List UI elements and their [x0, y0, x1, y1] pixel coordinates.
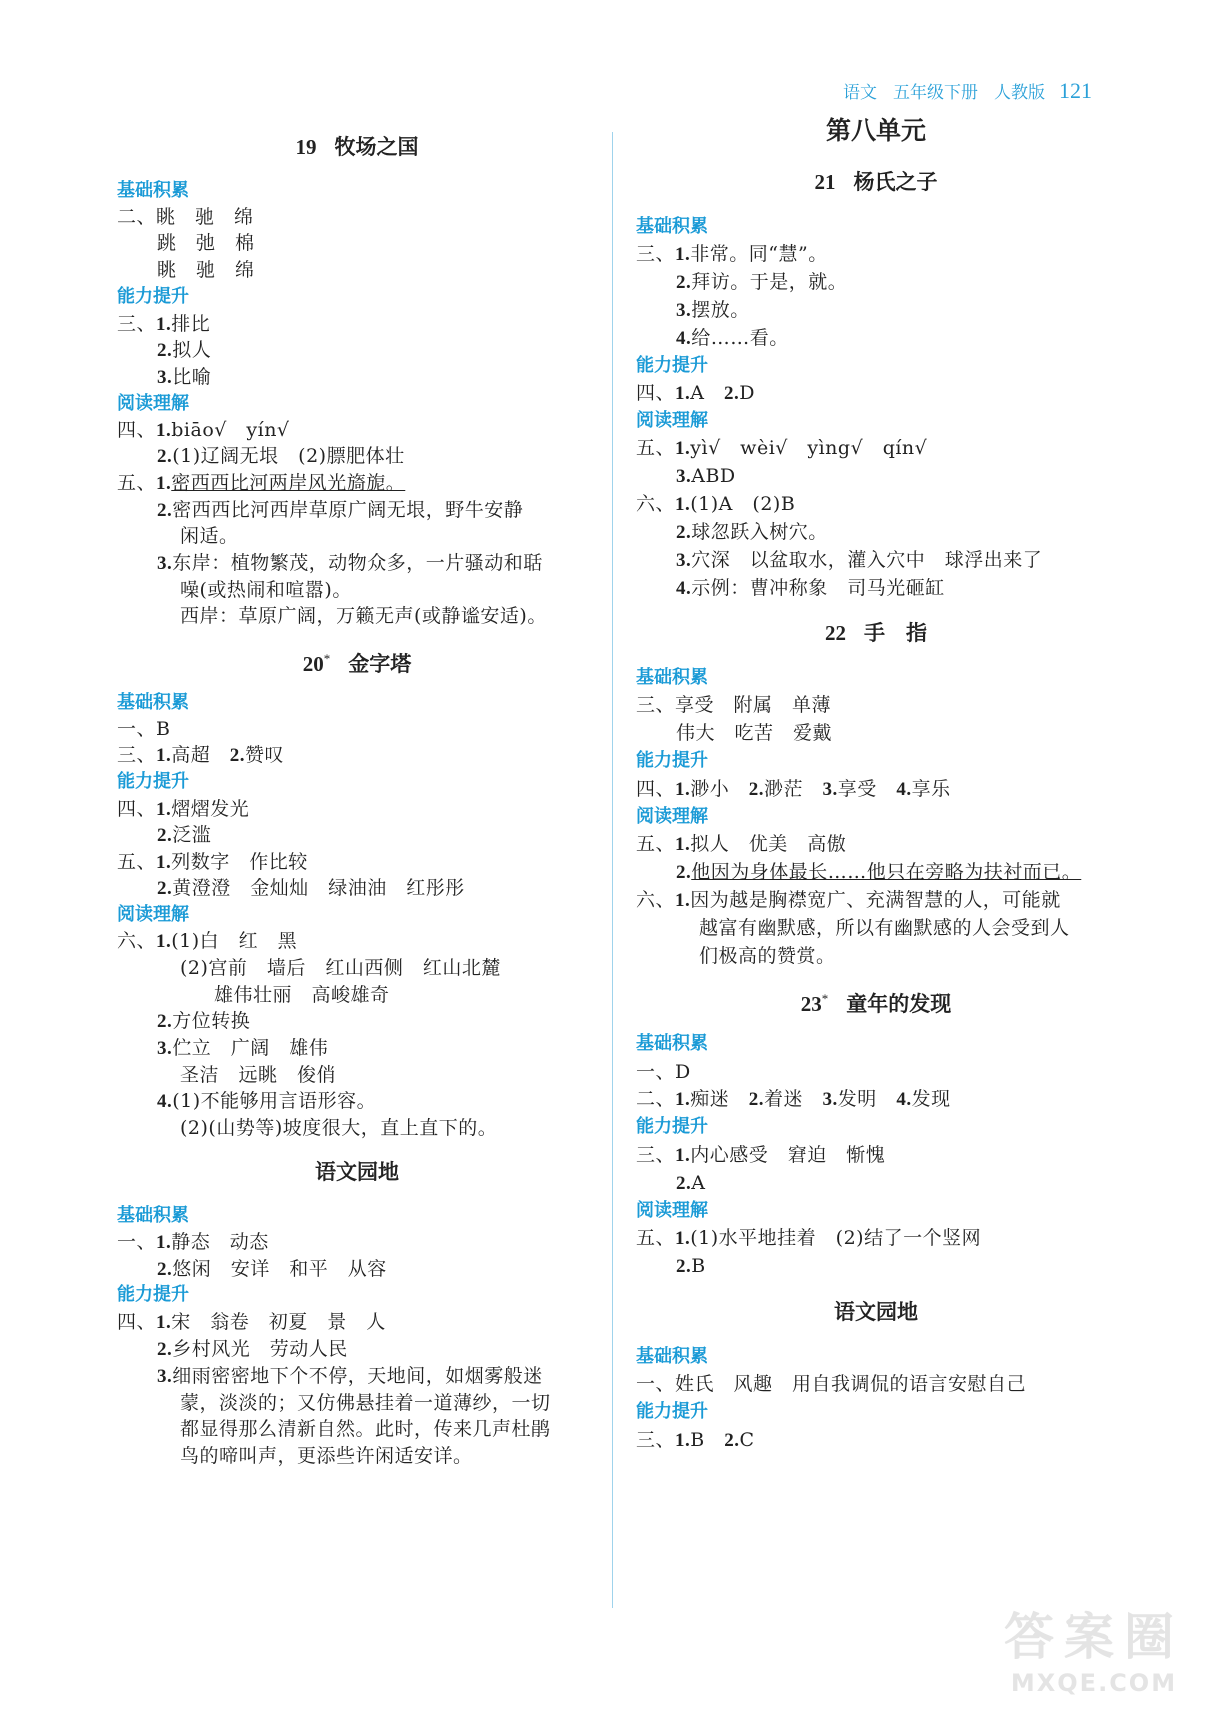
answer-line: 三、1.高超 2.赞叹 [117, 744, 285, 766]
answer-line: 伟大 吃苦 爱戴 [676, 722, 833, 744]
answer-line: 一、D [636, 1061, 691, 1083]
answer-line: (2)宫前 墙后 红山西侧 红山北麓 [180, 957, 501, 979]
answer-line: 2.方位转换 [157, 1010, 251, 1032]
answer-line: 3.摆放。 [676, 299, 750, 321]
answer-line: 2.密西西比河西岸草原广阔无垠，野牛安静 [157, 499, 524, 521]
header-edition: 人教版 [994, 83, 1045, 103]
section-heading: 基础积累 [636, 1346, 708, 1367]
answer-line: 2.他因为身体最长……他只在旁略为扶衬而已。 [676, 861, 1082, 883]
answer-line: 西岸：草原广阔，万籁无声(或静谧安适)。 [180, 605, 547, 627]
answer-line: 四、1.A 2.D [636, 382, 755, 404]
answer-line: 2.乡村风光 劳动人民 [157, 1338, 348, 1360]
answer-line: 3.穴深 以盆取水，灌入穴中 球浮出来了 [676, 549, 1043, 571]
section-heading: 基础积累 [636, 1033, 708, 1054]
answer-line: 五、1.yì√ wèi√ yìng√ qín√ [636, 437, 928, 459]
lesson-20-title: 20* 金字塔 [302, 651, 412, 676]
watermark [1004, 1597, 1184, 1697]
answer-line: 三、1.非常。同“慧”。 [636, 243, 828, 265]
answer-line: 2.拟人 [157, 339, 212, 361]
answer-line: 2.(1)辽阔无垠 (2)膘肥体壮 [157, 445, 405, 467]
section-heading: 能力提升 [636, 355, 708, 376]
answer-line: 一、B [117, 718, 171, 740]
answer-line: 五、1.(1)水平地挂着 (2)结了一个竖网 [636, 1227, 982, 1249]
section-heading: 阅读理解 [117, 904, 189, 925]
answer-line: 2.B [676, 1255, 706, 1277]
section-heading: 能力提升 [117, 771, 189, 792]
unit-title: 第八单元 [825, 116, 926, 145]
section-heading: 基础积累 [117, 1205, 189, 1226]
garden-title-right: 语文园地 [834, 1300, 918, 1324]
answer-line: 二、眺 驰 绵 [117, 206, 254, 228]
answer-line: 三、1.内心感受 窘迫 惭愧 [636, 1144, 886, 1166]
answer-line: 2.黄澄澄 金灿灿 绿油油 红彤彤 [157, 877, 465, 899]
header-subject: 语文 [843, 83, 877, 103]
answer-line: 3.ABD [676, 465, 736, 487]
answer-line: 四、1.biāo√ yín√ [117, 419, 290, 441]
answer-line: 六、1.(1)A (2)B [636, 493, 796, 515]
answer-line: 鸟的啼叫声，更添些许闲适安详。 [180, 1445, 473, 1467]
lesson-19-title: 19 牧场之国 [295, 135, 419, 159]
section-heading: 基础积累 [117, 692, 189, 713]
answer-line: 3.细雨密密地下个不停，天地间，如烟雾般迷 [157, 1365, 543, 1387]
answer-line: 三、享受 附属 单薄 [636, 694, 832, 716]
column-divider [612, 132, 613, 1608]
answer-line: 3.比喻 [157, 366, 212, 388]
answer-line: 雄伟壮丽 高峻雄奇 [214, 984, 390, 1006]
answer-line: 五、1.拟人 优美 高傲 [636, 833, 847, 855]
answer-line: 4.示例：曹冲称象 司马光砸缸 [676, 577, 945, 599]
answer-line: 越富有幽默感，所以有幽默感的人会受到人 [699, 917, 1070, 939]
answer-line: 一、1.静态 动态 [117, 1231, 269, 1253]
section-heading: 能力提升 [636, 1401, 708, 1422]
answer-line: 3.东岸：植物繁茂，动物众多，一片骚动和聒 [157, 552, 543, 574]
header-grade: 五年级下册 [893, 83, 978, 103]
lesson-23-title: 23* 童年的发现 [800, 991, 952, 1016]
answer-line: 四、1.宋 翁卷 初夏 景 人 [117, 1311, 386, 1333]
answer-line: 都显得那么清新自然。此时，传来几声杜鹃 [180, 1418, 551, 1440]
answer-line: (2)(山势等)坡度很大，直上直下的。 [180, 1117, 498, 1139]
answer-line: 们极高的赞赏。 [699, 945, 836, 967]
answer-line: 2.泛滥 [157, 824, 212, 846]
lesson-21-title: 21 杨氏之子 [814, 170, 938, 194]
answer-line: 4.(1)不能够用言语形容。 [157, 1090, 377, 1112]
section-heading: 基础积累 [636, 667, 708, 688]
section-heading: 能力提升 [636, 1116, 708, 1137]
answer-line: 三、1.排比 [117, 313, 211, 335]
answer-line: 跳 弛 棉 [157, 232, 255, 254]
lesson-22-title: 22 手 指 [825, 621, 927, 645]
section-heading: 基础积累 [117, 180, 189, 201]
watermark-text: 答案圈 [1004, 1608, 1184, 1666]
answer-line: 闲适。 [180, 525, 239, 547]
answer-line: 六、1.因为越是胸襟宽广、充满智慧的人，可能就 [636, 889, 1061, 911]
garden-title-left: 语文园地 [315, 1160, 399, 1184]
answer-line: 六、1.(1)白 红 黑 [117, 930, 298, 952]
section-heading: 阅读理解 [636, 806, 708, 827]
section-heading: 基础积累 [636, 216, 708, 237]
answer-line: 五、1.列数字 作比较 [117, 851, 308, 873]
section-heading: 能力提升 [636, 750, 708, 771]
answer-line: 2.悠闲 安详 和平 从容 [157, 1258, 387, 1280]
answer-line: 二、1.痴迷 2.着迷 3.发明 4.发现 [636, 1088, 951, 1110]
answer-line: 圣洁 远眺 俊俏 [180, 1064, 337, 1086]
answer-line: 2.球忽跃入树穴。 [676, 521, 828, 543]
answer-line: 四、1.渺小 2.渺茫 3.享受 4.享乐 [636, 778, 951, 800]
watermark-url: MXQE.COM [1010, 1669, 1178, 1697]
answer-line: 2.A [676, 1172, 706, 1194]
section-heading: 阅读理解 [117, 393, 189, 414]
answer-line: 眺 驰 绵 [157, 259, 255, 281]
answer-line: 四、1.熠熠发光 [117, 798, 250, 820]
section-heading: 能力提升 [117, 1284, 189, 1305]
answer-line: 4.给……看。 [676, 327, 789, 349]
answer-line: 一、姓氏 风趣 用自我调侃的语言安慰自己 [636, 1373, 1027, 1395]
section-heading: 能力提升 [117, 286, 189, 307]
answer-line: 3.伫立 广阔 雄伟 [157, 1037, 329, 1059]
answer-line: 噪(或热闹和喧嚣)。 [180, 579, 352, 601]
section-heading: 阅读理解 [636, 410, 708, 431]
answer-line: 蒙，淡淡的；又仿佛悬挂着一道薄纱，一切 [180, 1392, 551, 1414]
page-number: 121 [1059, 78, 1092, 103]
page-header [827, 78, 1092, 104]
section-heading: 阅读理解 [636, 1200, 708, 1221]
answer-line: 三、1.B 2.C [636, 1429, 755, 1451]
answer-line: 2.拜访。于是，就。 [676, 271, 848, 293]
answer-line: 五、1.密西西比河两岸风光旖旎。 [117, 472, 406, 494]
